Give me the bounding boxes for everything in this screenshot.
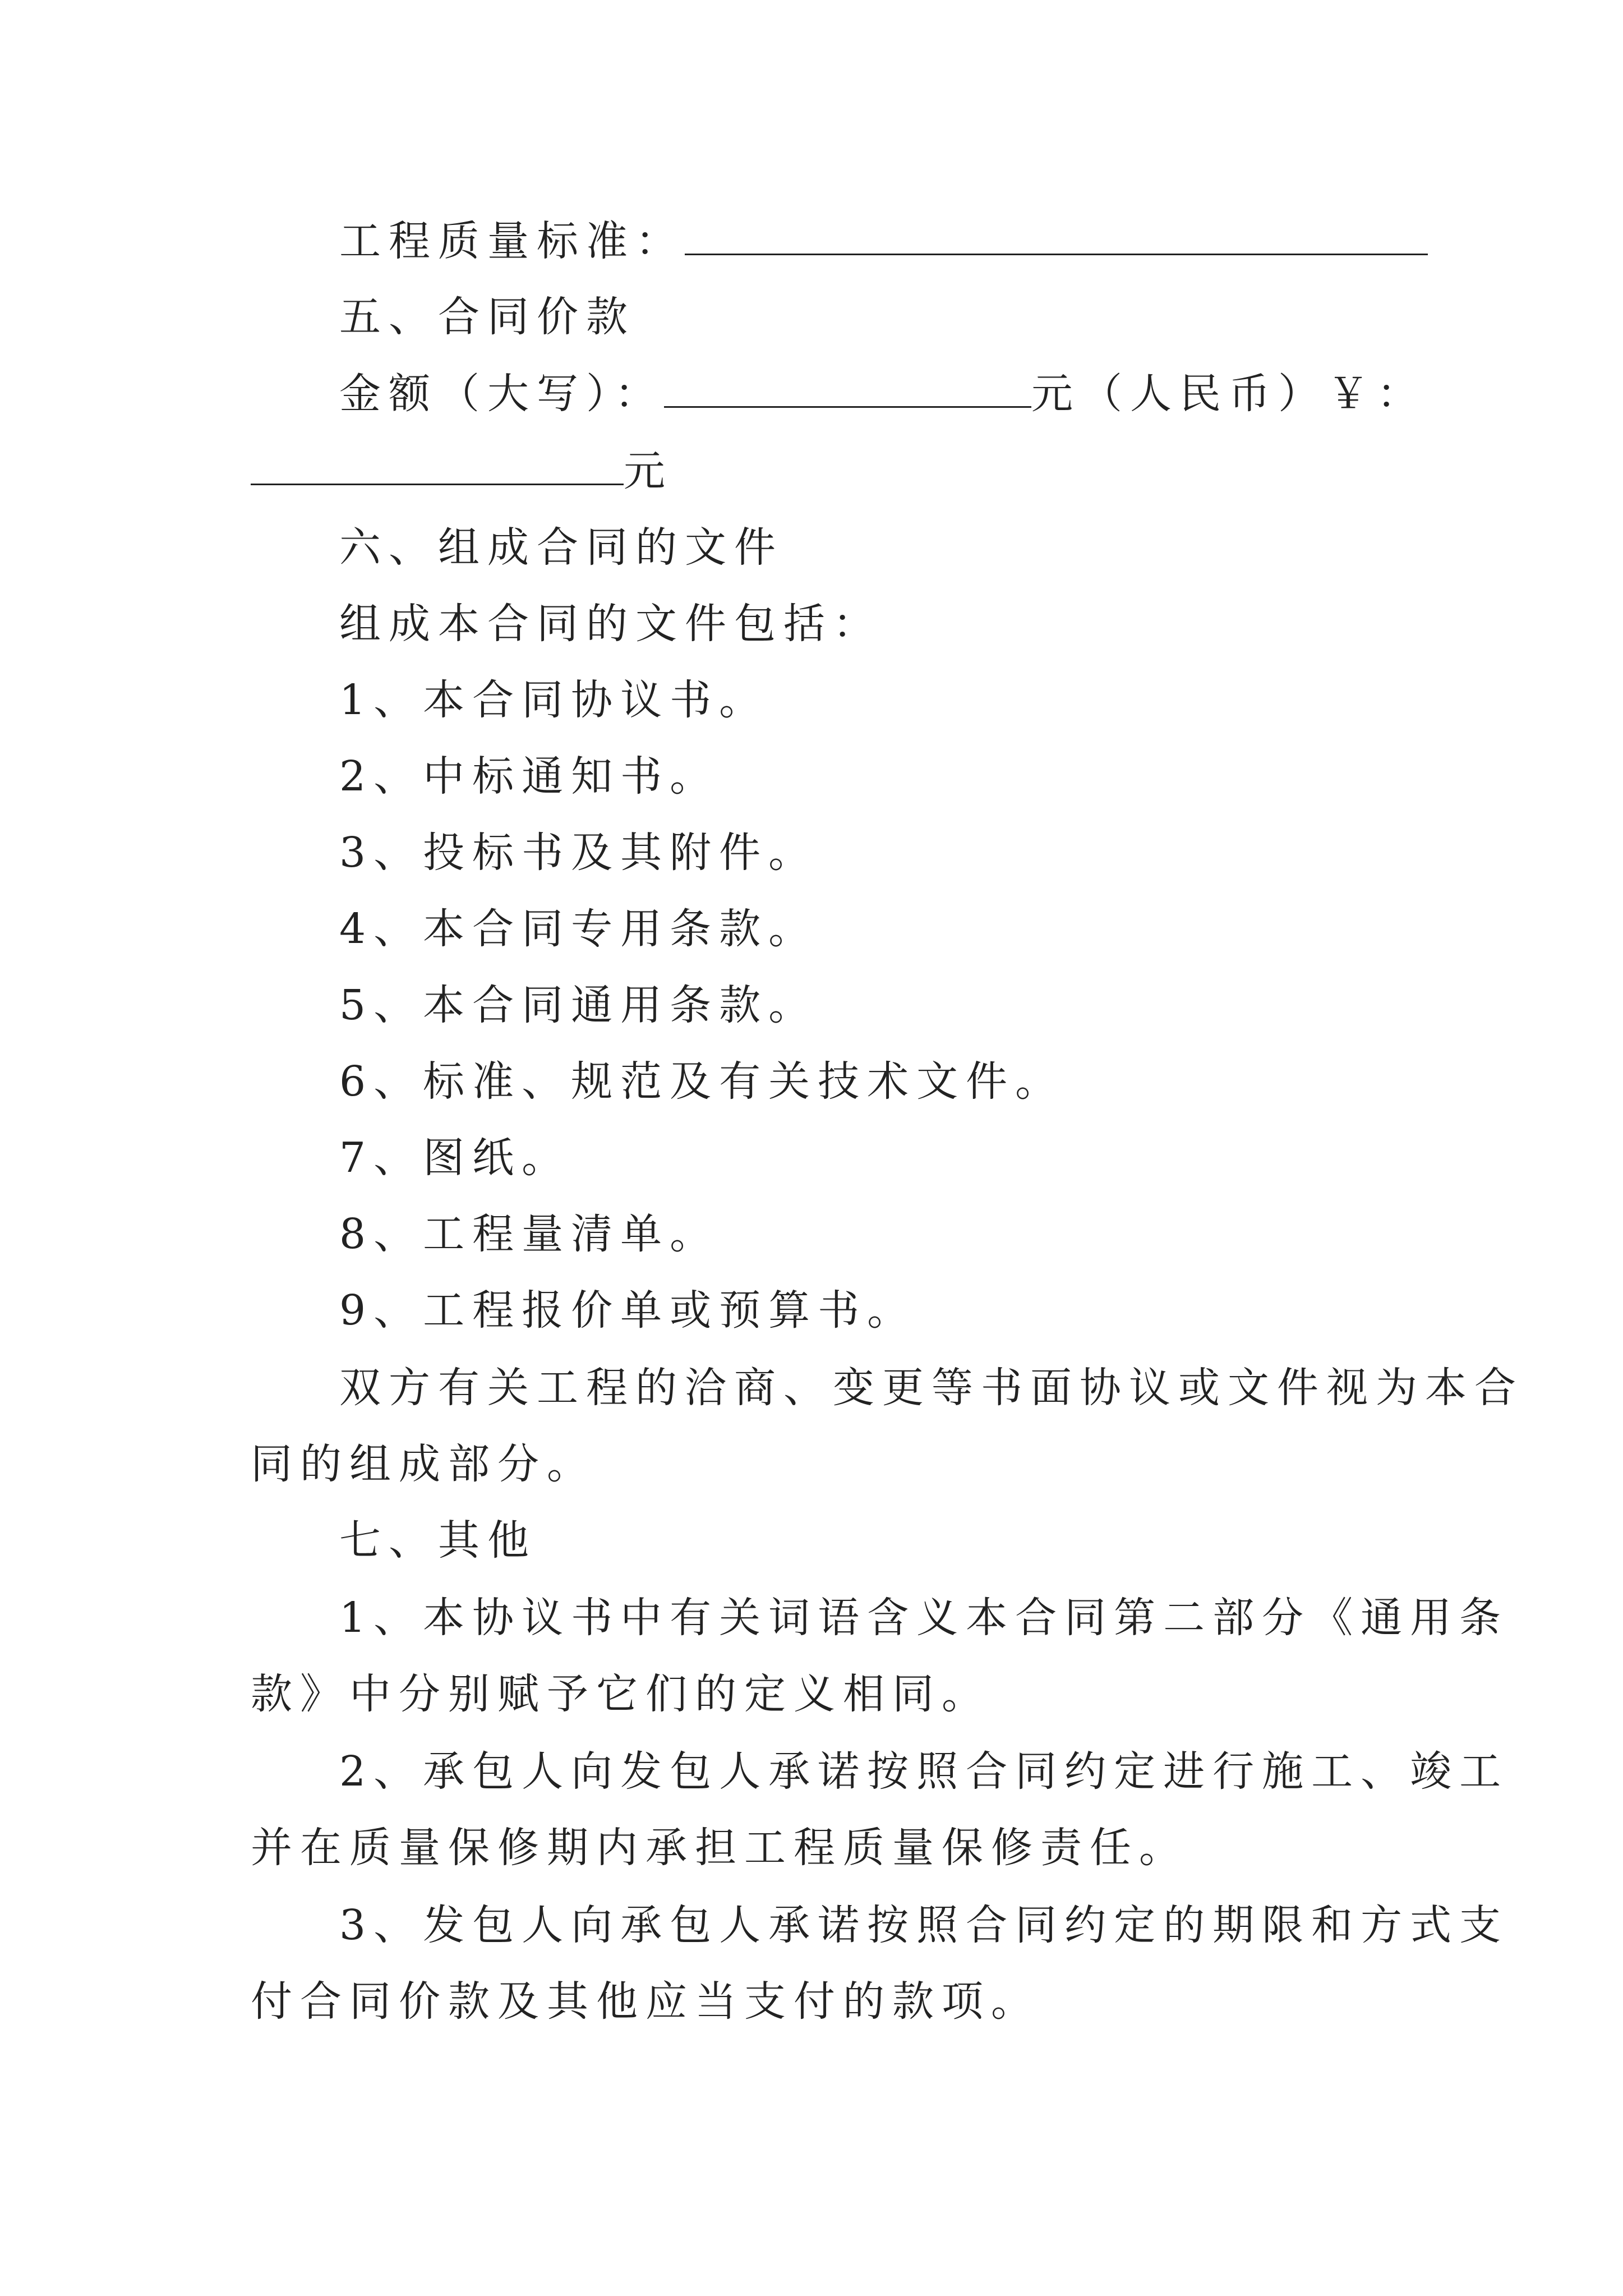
contract-amount-line [251, 366, 1426, 422]
section7-title: 七、其他 [339, 1516, 537, 1565]
section7-p1-line2: 款》中分别赋予它们的定义相同。 [251, 1670, 991, 1718]
quality-standard-label: 工程质量标准： [339, 217, 685, 265]
section6-intro: 组成本合同的文件包括： [339, 600, 882, 648]
section7-p3-line2: 付合同价款及其他应当支付的款项。 [251, 1977, 1040, 2026]
amount-words-blank[interactable] [664, 369, 1031, 408]
amount-words-label: 金额（大写）： [339, 370, 664, 418]
document-list-item: 2、中标通知书。 [339, 752, 720, 800]
section6-note-line2: 同的组成部分。 [251, 1440, 596, 1488]
section7-p1-line1: 1、本协议书中有关词语含义本合同第二部分《通用条 [339, 1594, 1509, 1642]
document-list-item: 7、图纸。 [339, 1134, 571, 1182]
section5-title: 五、合同价款 [339, 293, 635, 341]
document-list-item: 5、本合同通用条款。 [339, 981, 818, 1029]
section6-note-line1: 双方有关工程的洽商、变更等书面协议或文件视为本合 [339, 1364, 1524, 1412]
document-list-item: 9、工程报价单或预算书。 [339, 1286, 917, 1335]
amount-yuan-unit: 元 [624, 447, 673, 495]
document-list-item: 3、投标书及其附件。 [339, 829, 818, 877]
document-list-item: 8、工程量清单。 [339, 1210, 720, 1258]
amount-figures-line [251, 443, 1384, 499]
section7-p3-line1: 3、发包人向承包人承诺按照合同约定的期限和方式支 [339, 1901, 1509, 1949]
document-list-item: 6、标准、规范及有关技术文件。 [339, 1057, 1065, 1106]
section7-p2-line2: 并在质量保修期内承担工程质量保修责任。 [251, 1824, 1188, 1872]
document-list-item: 4、本合同专用条款。 [339, 905, 818, 953]
section7-p2-line1: 2、承包人向发包人承诺按照合同约定进行施工、竣工 [339, 1747, 1509, 1796]
quality-standard-line [251, 213, 1384, 269]
quality-standard-blank[interactable] [685, 217, 1428, 255]
amount-figures-blank[interactable] [251, 447, 624, 485]
section6-title: 六、组成合同的文件 [339, 523, 783, 572]
amount-rmb-label: 元（人民币）￥： [1031, 370, 1426, 418]
document-list-item: 1、本合同协议书。 [339, 676, 769, 724]
